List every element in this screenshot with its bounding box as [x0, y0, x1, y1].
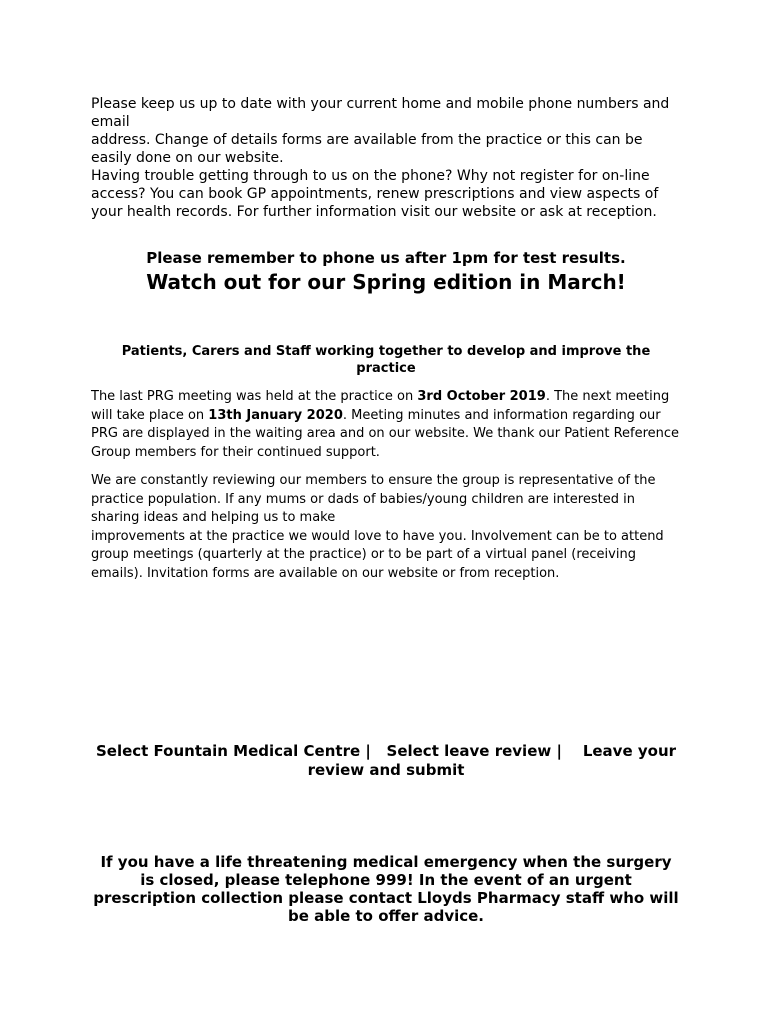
prg-heading: Patients, Carers and Staff working together to develop and improve the practice [121, 344, 651, 376]
review-separator: | [551, 742, 583, 760]
emergency-notice: If you have a life threatening medical emergency when the surgery is closed, please telephone 999! In the event of an urgent prescription collection please contact Lloyds Pharmacy staff who will be able to offer advice. [93, 853, 679, 925]
change-of-details-text: address. Change of details forms are available from the practice or this can be easily done on our website. [91, 132, 643, 166]
review-separator: | [360, 742, 387, 760]
prg-meeting-text-a: The last PRG meeting was held at the practice on [91, 389, 418, 404]
prg-recruitment-text-a: We are constantly reviewing our members to ensure the group is representative of the practice population. If any mums or dads of babies/young children are interested in sharing ideas and helping us to make [91, 473, 656, 525]
prg-meeting-text-c: . Meeting minutes and information regarding our PRG are displayed in the waiting area and on our website. We thank our Patient Reference Group members for their continued support. [91, 407, 680, 460]
last-meeting-date: 3rd October 2019 [417, 389, 546, 404]
contact-details-section [91, 95, 681, 221]
online-access-text: Having trouble getting through to us on the phone? Why not register for on-line access? You can book GP appointments, renew prescriptions and view aspects of your health records. For further information visit our website or ask at reception. [91, 168, 659, 220]
prg-recruitment-text-b: improvements at the practice we would love to have you. Involvement can be to attend group meetings (quarterly at the practice) or to be part of a virtual panel (receiving emails). Invitation forms are available on our website or from reception. [91, 528, 664, 581]
prg-meeting-text-b: . The next meeting will take place on [91, 389, 670, 423]
prg-recruitment-paragraph [91, 472, 681, 583]
prg-meeting-paragraph [91, 388, 681, 462]
review-step-select-leave-review: Select leave review [386, 742, 552, 760]
test-results-notice: Please remember to phone us after 1pm for test results. [146, 249, 626, 267]
next-meeting-date: 13th January 2020 [208, 407, 343, 423]
spring-edition-notice: Watch out for our Spring edition in March! [146, 270, 626, 294]
review-step-submit: Leave your review and submit [307, 742, 677, 779]
update-details-text: Please keep us up to date with your current home and mobile phone numbers and email [91, 96, 670, 130]
review-step-select-centre: Select Fountain Medical Centre [95, 742, 361, 760]
review-instructions [91, 742, 681, 780]
